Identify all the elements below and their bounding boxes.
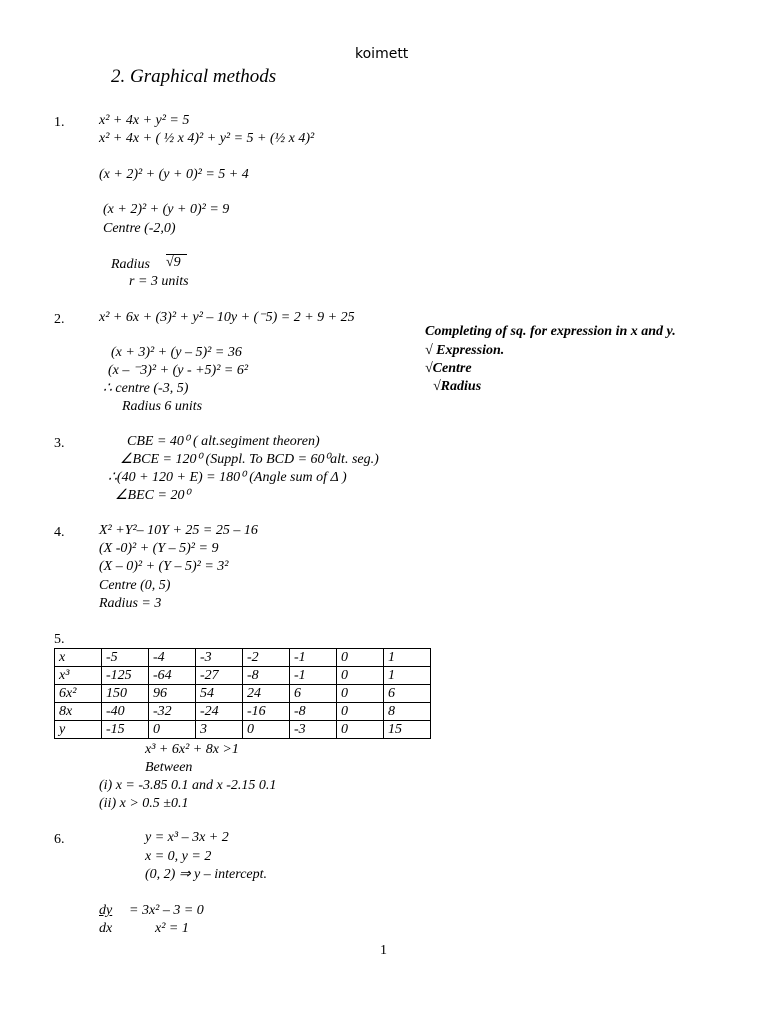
table-cell: 3 [196,721,243,739]
derivative-denominator: dx [99,921,113,936]
marking-note: √ Expression. [425,343,505,358]
table-cell: -3 [290,721,337,739]
table-row [55,685,431,703]
equation-line: Centre (0, 5) [99,578,171,593]
table-row [55,667,431,685]
table-cell: 0 [149,721,196,739]
table-cell: -8 [243,667,290,685]
equation-line: x = 0, y = 2 [145,849,212,864]
table-cell: 54 [196,685,243,703]
table-cell: 6x² [55,685,102,703]
table-cell: 0 [243,721,290,739]
equation-line: (X -0)² + (Y – 5)² = 9 [99,541,219,556]
equation-line: Radius 6 units [122,399,203,414]
equation-line: (x – ⁻3)² + (y - +5)² = 6² [108,363,249,378]
table-cell: -1 [290,667,337,685]
table-cell: x³ [55,667,102,685]
question-number: 6. [54,832,65,847]
table-cell: -8 [290,703,337,721]
section-title: 2. Graphical methods [111,66,277,87]
equation-line: (x + 3)² + (y – 5)² = 36 [111,345,242,360]
equation-line: (X – 0)² + (Y – 5)² = 3² [99,559,229,574]
equation-line: x² + 6x + (3)² + y² – 10y + (⁻5) = 2 + 9 + 25 [99,310,355,325]
table-cell: -32 [149,703,196,721]
equation-line: x² + 4x + y² = 5 [99,113,190,128]
marking-note: Completing of sq. for expression in x and y. [425,324,676,339]
table-cell: y [55,721,102,739]
table-row [55,721,431,739]
table-cell: 96 [149,685,196,703]
table-cell: -40 [102,703,149,721]
table-cell: -16 [243,703,290,721]
table-cell: -3 [196,649,243,667]
table-cell: 1 [384,649,431,667]
equation-line: x² + 4x + ( ½ x 4)² + y² = 5 + (½ x 4)² [99,131,315,146]
equation-line: ∠BCE = 120⁰ (Suppl. To BCD = 60⁰alt. seg.) [120,452,379,467]
table-cell: -2 [243,649,290,667]
table-cell: 8x [55,703,102,721]
question-number: 4. [54,525,65,540]
table-cell: x [55,649,102,667]
equation-line: Centre (-2,0) [103,221,176,236]
equation-line: (x + 2)² + (y + 0)² = 5 + 4 [99,167,249,182]
table-cell: 15 [384,721,431,739]
radical-expression: √9 [166,254,187,272]
question-number: 3. [54,436,65,451]
question-number: 2. [54,312,65,327]
table-cell: 0 [337,685,384,703]
table-cell: -24 [196,703,243,721]
equation-line: (x + 2)² + (y + 0)² = 9 [103,202,230,217]
table-cell: -4 [149,649,196,667]
marking-note: √Centre [425,361,472,376]
question-number: 5. [54,632,65,647]
equation-line: X² +Y²– 10Y + 25 = 25 – 16 [99,523,258,538]
table-cell: 0 [337,721,384,739]
equation-line: y = x³ – 3x + 2 [145,830,229,845]
equation-line: ∠BEC = 20⁰ [115,488,191,503]
equation-line: CBE = 40⁰ ( alt.segiment theoren) [127,434,320,449]
table-cell: 0 [337,703,384,721]
table-cell: -15 [102,721,149,739]
table-cell: -5 [102,649,149,667]
equation-line: x² = 1 [155,921,189,936]
table-cell: 6 [290,685,337,703]
equation-line: ∴ centre (-3, 5) [103,381,189,396]
radius-label: Radius [111,257,150,272]
table-cell: 8 [384,703,431,721]
page-number: 1 [380,943,387,958]
table-cell: 24 [243,685,290,703]
equation-line: Between [145,760,193,775]
table-cell: -64 [149,667,196,685]
table-cell: 6 [384,685,431,703]
equation-line: (i) x = -3.85 0.1 and x -2.15 0.1 [99,778,277,793]
equation-line: x³ + 6x² + 8x >1 [145,742,239,757]
table-cell: 0 [337,667,384,685]
equation-line: = 3x² – 3 = 0 [129,903,204,918]
derivative-numerator: dy [99,903,113,918]
table-cell: -125 [102,667,149,685]
table-cell: -1 [290,649,337,667]
table-row [55,649,431,667]
question-number: 1. [54,115,65,130]
equation-line: (ii) x > 0.5 ±0.1 [99,796,189,811]
equation-line: ∴(40 + 120 + E) = 180⁰ (Angle sum of Δ ) [108,470,347,485]
table-cell: 1 [384,667,431,685]
page-header: koimett [355,46,409,62]
table-cell: -27 [196,667,243,685]
marking-note: √Radius [433,379,482,394]
equation-line: r = 3 units [129,274,189,289]
equation-line: Radius = 3 [99,596,162,611]
table-cell: 150 [102,685,149,703]
equation-line: (0, 2) ⇒ y – intercept. [145,867,268,882]
table-cell: 0 [337,649,384,667]
table-row [55,703,431,721]
values-table [54,648,431,739]
